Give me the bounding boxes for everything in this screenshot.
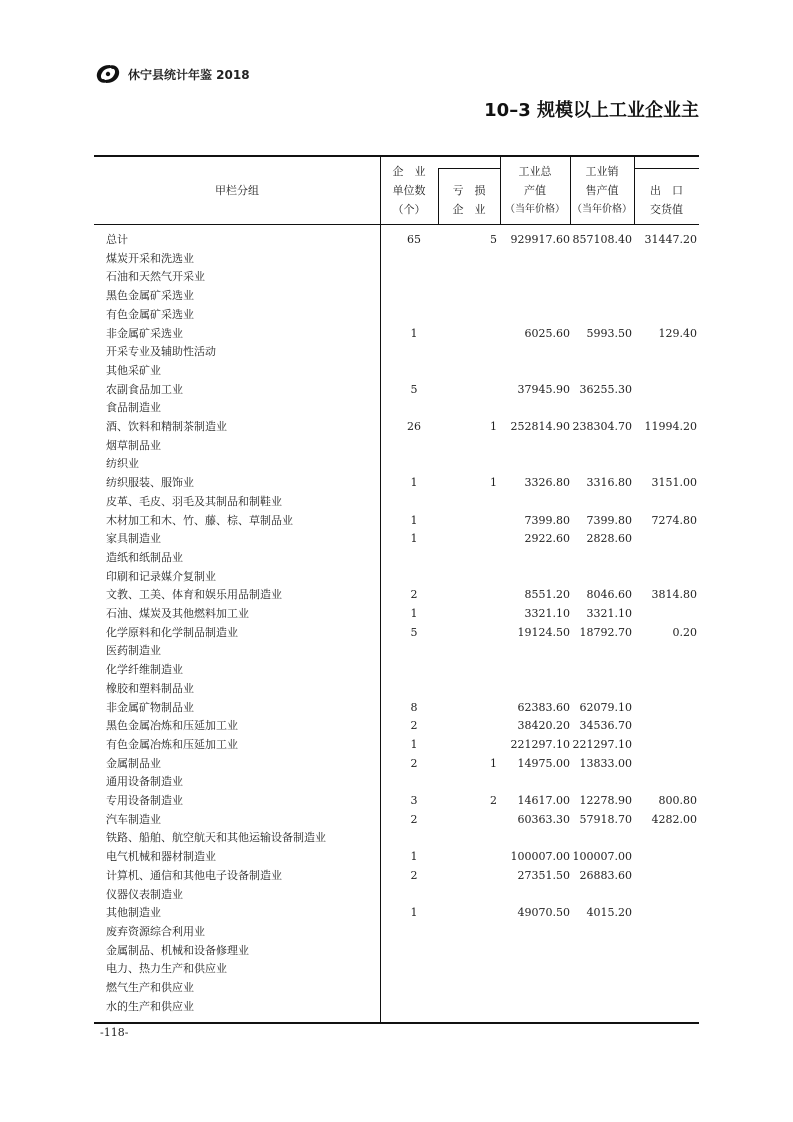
table-row [0, 661, 793, 680]
row-name: 专用设备制造业 [106, 794, 183, 807]
row-units: 65 [407, 233, 421, 246]
row-sales-output: 7399.80 [586, 513, 632, 527]
row-sales-output: 5993.50 [586, 326, 632, 340]
header-bottom-rule [94, 224, 699, 225]
row-gross-output: 49070.50 [517, 906, 570, 920]
table-row [0, 268, 793, 287]
table-row [0, 867, 793, 886]
table-row [0, 399, 793, 418]
table-row [0, 605, 793, 624]
row-name: 木材加工和木、竹、藤、棕、草制品业 [106, 513, 293, 527]
row-loss-enterprises: 5 [490, 233, 497, 246]
row-name: 水的生产和供应业 [106, 999, 194, 1013]
table-row [0, 642, 793, 661]
row-name: 皮革、毛皮、羽毛及其制品和制鞋业 [106, 494, 282, 508]
table-row [0, 418, 793, 437]
table-row [0, 680, 793, 699]
table-row [0, 848, 793, 867]
row-units: 26 [407, 420, 421, 433]
row-export-value: 4282.00 [651, 812, 697, 826]
row-sales-output: 3321.10 [586, 607, 632, 620]
table-row [0, 998, 793, 1017]
row-units: 8 [410, 700, 418, 714]
row-name: 石油、煤炭及其他燃料加工业 [106, 607, 249, 620]
row-name: 废弃资源综合利用业 [106, 924, 205, 938]
table-row [0, 624, 793, 643]
row-name: 有色金属矿采选业 [106, 307, 194, 321]
loss-group-rule [438, 168, 500, 169]
header-loss-1: 亏 损 [452, 184, 486, 197]
row-name: 烟草制品业 [106, 438, 161, 452]
table-row [0, 717, 793, 736]
row-gross-output: 27351.50 [517, 868, 570, 882]
row-gross-output: 100007.00 [510, 850, 570, 864]
row-sales-output: 34536.70 [579, 719, 632, 733]
row-export-value: 3151.00 [651, 476, 697, 490]
table-row [0, 699, 793, 718]
row-sales-output: 13833.00 [579, 756, 632, 770]
row-name: 金属制品业 [106, 756, 161, 770]
row-name: 电力、热力生产和供应业 [106, 962, 227, 976]
row-gross-output: 929917.60 [510, 233, 570, 246]
header-sales-3: （当年价格） [572, 204, 632, 215]
row-name: 通用设备制造业 [106, 775, 183, 789]
row-name: 计算机、通信和其他电子设备制造业 [106, 868, 282, 882]
row-sales-output: 12278.90 [579, 794, 632, 807]
row-sales-output: 2828.60 [586, 532, 632, 546]
header-loss-2: 企 业 [452, 203, 486, 216]
row-units: 3 [410, 794, 418, 807]
export-group-rule [634, 168, 699, 169]
table-row [0, 904, 793, 923]
row-name: 其他采矿业 [106, 363, 161, 377]
table-row [0, 755, 793, 774]
header-sales-2: 售产值 [585, 184, 619, 197]
row-name: 有色金属冶炼和压延加工业 [106, 737, 238, 751]
row-sales-output: 238304.70 [572, 420, 632, 433]
row-sales-output: 3316.80 [586, 476, 632, 490]
header-group: 甲栏分组 [215, 184, 259, 197]
row-name: 黑色金属矿采选业 [106, 289, 194, 303]
table-row [0, 568, 793, 587]
header-units-2: 单位数 [392, 184, 426, 197]
row-name: 铁路、船舶、航空航天和其他运输设备制造业 [106, 831, 326, 845]
row-name: 燃气生产和供应业 [106, 981, 194, 994]
row-gross-output: 221297.10 [510, 737, 570, 751]
table-top-rule [94, 155, 699, 157]
row-name: 农副食品加工业 [106, 382, 183, 396]
row-name: 食品制造业 [106, 401, 161, 415]
table-row [0, 512, 793, 531]
row-gross-output: 3321.10 [524, 607, 570, 620]
row-gross-output: 19124.50 [517, 625, 570, 639]
row-units: 1 [410, 326, 418, 340]
row-units: 1 [410, 532, 418, 546]
row-name: 纺织业 [106, 457, 139, 471]
row-units: 2 [410, 588, 418, 602]
row-units: 1 [410, 850, 418, 864]
row-name: 造纸和纸制品业 [106, 550, 183, 564]
table-row [0, 811, 793, 830]
row-name: 化学纤维制造业 [106, 663, 183, 677]
table-row [0, 474, 793, 493]
table-row [0, 362, 793, 381]
row-export-value: 129.40 [658, 326, 697, 340]
header-output-3: （当年价格） [505, 204, 565, 215]
row-name: 家具制造业 [106, 532, 161, 546]
row-name: 开采专业及辅助性活动 [106, 345, 216, 359]
header-units-3: （个） [392, 203, 426, 216]
row-sales-output: 100007.00 [572, 850, 632, 864]
row-export-value: 11994.20 [644, 420, 697, 433]
header-output-2: 产值 [524, 184, 546, 197]
row-name: 纺织服装、服饰业 [106, 476, 194, 490]
row-export-value: 800.80 [658, 794, 697, 807]
table-row [0, 773, 793, 792]
header-export-2: 交货值 [650, 203, 683, 216]
row-name: 黑色金属冶炼和压延加工业 [106, 719, 238, 733]
table-title: 10–3 规模以上工业企业主 [484, 100, 699, 121]
table-row [0, 343, 793, 362]
row-sales-output: 8046.60 [586, 588, 632, 602]
table-row [0, 942, 793, 961]
row-name: 金属制品、机械和设备修理业 [106, 943, 249, 957]
row-gross-output: 14975.00 [517, 756, 570, 770]
row-name: 其他制造业 [106, 906, 161, 920]
table-row [0, 437, 793, 456]
table-row [0, 287, 793, 306]
row-loss-enterprises: 1 [490, 476, 497, 490]
row-units: 1 [410, 906, 418, 920]
table-row [0, 493, 793, 512]
row-sales-output: 62079.10 [579, 700, 632, 714]
row-sales-output: 221297.10 [572, 737, 632, 751]
row-units: 2 [410, 812, 418, 826]
row-gross-output: 8551.20 [524, 588, 570, 602]
row-units: 1 [410, 737, 418, 751]
table-row [0, 979, 793, 998]
row-gross-output: 37945.90 [517, 382, 570, 396]
row-gross-output: 7399.80 [524, 513, 570, 527]
row-units: 5 [410, 382, 418, 396]
table-row [0, 530, 793, 549]
table-row [0, 455, 793, 474]
header-sales-1: 工业销 [585, 165, 619, 178]
row-gross-output: 3326.80 [524, 476, 570, 490]
row-export-value: 0.20 [672, 625, 697, 639]
table-row [0, 250, 793, 269]
running-header [94, 62, 250, 86]
table-row [0, 736, 793, 755]
table-bottom-rule [94, 1022, 699, 1024]
row-gross-output: 6025.60 [524, 326, 570, 340]
row-gross-output: 60363.30 [517, 812, 570, 826]
row-name: 非金属矿物制品业 [106, 700, 194, 714]
yearbook-title: 休宁县统计年鉴 2018 [128, 67, 250, 82]
row-loss-enterprises: 1 [490, 420, 497, 433]
row-export-value: 7274.80 [651, 513, 697, 527]
table-row [0, 960, 793, 979]
row-sales-output: 4015.20 [586, 906, 632, 920]
page-number: -118- [100, 1026, 129, 1039]
row-name: 文教、工美、体育和娱乐用品制造业 [106, 588, 282, 602]
row-units: 2 [410, 756, 418, 770]
row-name: 总计 [106, 233, 128, 246]
row-name: 煤炭开采和洗选业 [106, 251, 194, 265]
table-row [0, 586, 793, 605]
header-output-1: 工业总 [518, 165, 552, 178]
table-row [0, 886, 793, 905]
row-name: 酒、饮料和精制茶制造业 [106, 420, 227, 433]
row-units: 5 [410, 625, 418, 639]
row-units: 1 [410, 476, 418, 490]
row-units: 2 [410, 868, 418, 882]
row-loss-enterprises: 1 [490, 756, 497, 770]
table-row [0, 792, 793, 811]
row-name: 电气机械和器材制造业 [106, 850, 216, 864]
row-name: 医药制造业 [106, 644, 161, 658]
row-name: 石油和天然气开采业 [106, 270, 205, 284]
row-name: 仪器仪表制造业 [106, 887, 183, 901]
table-row [0, 829, 793, 848]
yearbook-logo-icon [94, 62, 122, 86]
table-row [0, 231, 793, 250]
table-row [0, 549, 793, 568]
row-units: 2 [410, 719, 418, 733]
row-name: 印刷和记录媒介复制业 [106, 569, 216, 583]
table-row [0, 923, 793, 942]
row-gross-output: 38420.20 [517, 719, 570, 733]
row-gross-output: 62383.60 [517, 700, 570, 714]
header-export-1: 出 口 [650, 184, 683, 197]
row-loss-enterprises: 2 [490, 794, 497, 807]
row-name: 汽车制造业 [106, 812, 161, 826]
row-export-value: 31447.20 [644, 233, 697, 246]
table-row [0, 325, 793, 344]
row-sales-output: 26883.60 [579, 868, 632, 882]
row-sales-output: 36255.30 [579, 382, 632, 396]
row-name: 化学原料和化学制品制造业 [106, 625, 238, 639]
row-sales-output: 18792.70 [579, 625, 632, 639]
table-row [0, 381, 793, 400]
row-gross-output: 2922.60 [524, 532, 570, 546]
row-gross-output: 14617.00 [517, 794, 570, 807]
row-units: 1 [410, 607, 418, 620]
row-export-value: 3814.80 [651, 588, 697, 602]
header-units-1: 企 业 [392, 165, 426, 178]
row-gross-output: 252814.90 [510, 420, 570, 433]
row-sales-output: 57918.70 [579, 812, 632, 826]
row-units: 1 [410, 513, 418, 527]
row-name: 橡胶和塑料制品业 [106, 681, 194, 695]
row-name: 非金属矿采选业 [106, 326, 183, 340]
row-sales-output: 857108.40 [572, 233, 632, 246]
table-row [0, 306, 793, 325]
